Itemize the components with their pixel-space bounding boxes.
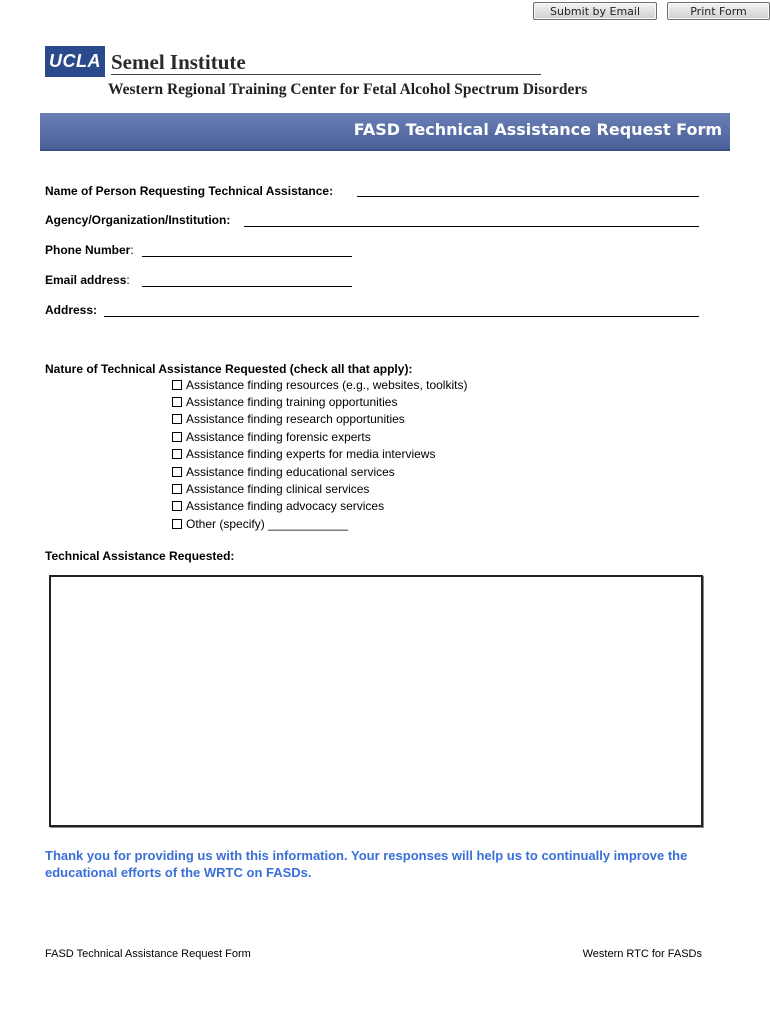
- list-item[interactable]: [172, 376, 467, 393]
- list-item[interactable]: [172, 463, 467, 480]
- checkbox[interactable]: [172, 467, 182, 477]
- option-label: Assistance finding educational services: [186, 464, 395, 479]
- center-name: Western Regional Training Center for Fetal Alcohol Spectrum Disorders: [108, 81, 588, 98]
- technical-assistance-textarea[interactable]: [49, 575, 703, 827]
- phone-label-group: [45, 243, 134, 257]
- agency-label: Agency/Organization/Institution:: [45, 213, 231, 227]
- option-label: Assistance finding advocacy services: [186, 499, 385, 514]
- list-item[interactable]: [172, 393, 467, 410]
- address-input[interactable]: [104, 316, 699, 317]
- option-label: Assistance finding forensic experts: [186, 429, 371, 444]
- technical-assistance-label: Technical Assistance Requested:: [45, 549, 235, 563]
- option-label: Assistance finding experts for media interviews: [186, 447, 436, 462]
- address-label: Address:: [45, 303, 98, 317]
- name-label: Name of Person Requesting Technical Assistance:: [45, 184, 334, 198]
- checkbox[interactable]: [172, 519, 182, 529]
- list-item[interactable]: [172, 411, 467, 428]
- list-item[interactable]: [172, 480, 467, 497]
- option-label: Assistance finding research opportunities: [186, 412, 405, 427]
- email-colon: :: [126, 273, 130, 287]
- list-item[interactable]: [172, 515, 467, 532]
- ucla-logo: UCLA: [45, 46, 105, 77]
- checkbox[interactable]: [172, 414, 182, 424]
- institute-name: Semel Institute: [111, 50, 246, 74]
- checkbox[interactable]: [172, 501, 182, 511]
- email-label-group: [45, 273, 130, 287]
- list-item[interactable]: [172, 428, 467, 445]
- checkbox[interactable]: [172, 397, 182, 407]
- phone-colon: :: [130, 243, 134, 257]
- thank-you-message: Thank you for providing us with this information. Your responses will help us to continually improve the educational efforts of the WRTC on FASDs.: [45, 848, 688, 880]
- email-label: Email address: [45, 273, 127, 287]
- option-label: Other (specify) ____________: [186, 516, 349, 531]
- footer-left: FASD Technical Assistance Request Form: [45, 948, 251, 960]
- option-label: Assistance finding resources (e.g., websites, toolkits): [186, 377, 468, 392]
- name-input[interactable]: [357, 196, 699, 197]
- list-item[interactable]: [172, 446, 467, 463]
- title-banner: [40, 113, 730, 151]
- checkbox[interactable]: [172, 432, 182, 442]
- checkbox[interactable]: [172, 380, 182, 390]
- form-title: FASD Technical Assistance Request Form: [353, 120, 722, 139]
- print-form-button[interactable]: Print Form: [667, 2, 770, 20]
- assistance-checklist: [172, 376, 467, 533]
- phone-input[interactable]: [142, 256, 352, 257]
- footer-right: Western RTC for FASDs: [582, 948, 702, 960]
- option-label: Assistance finding clinical services: [186, 482, 370, 497]
- checkbox[interactable]: [172, 484, 182, 494]
- list-item[interactable]: [172, 498, 467, 515]
- email-input[interactable]: [142, 286, 352, 287]
- nature-label: Nature of Technical Assistance Requested (check all that apply):: [45, 362, 413, 376]
- header-divider: [111, 74, 541, 75]
- checkbox[interactable]: [172, 449, 182, 459]
- agency-input[interactable]: [244, 226, 699, 227]
- phone-label: Phone Number: [45, 243, 131, 257]
- option-label: Assistance finding training opportunities: [186, 395, 398, 410]
- submit-by-email-button[interactable]: Submit by Email: [533, 2, 657, 20]
